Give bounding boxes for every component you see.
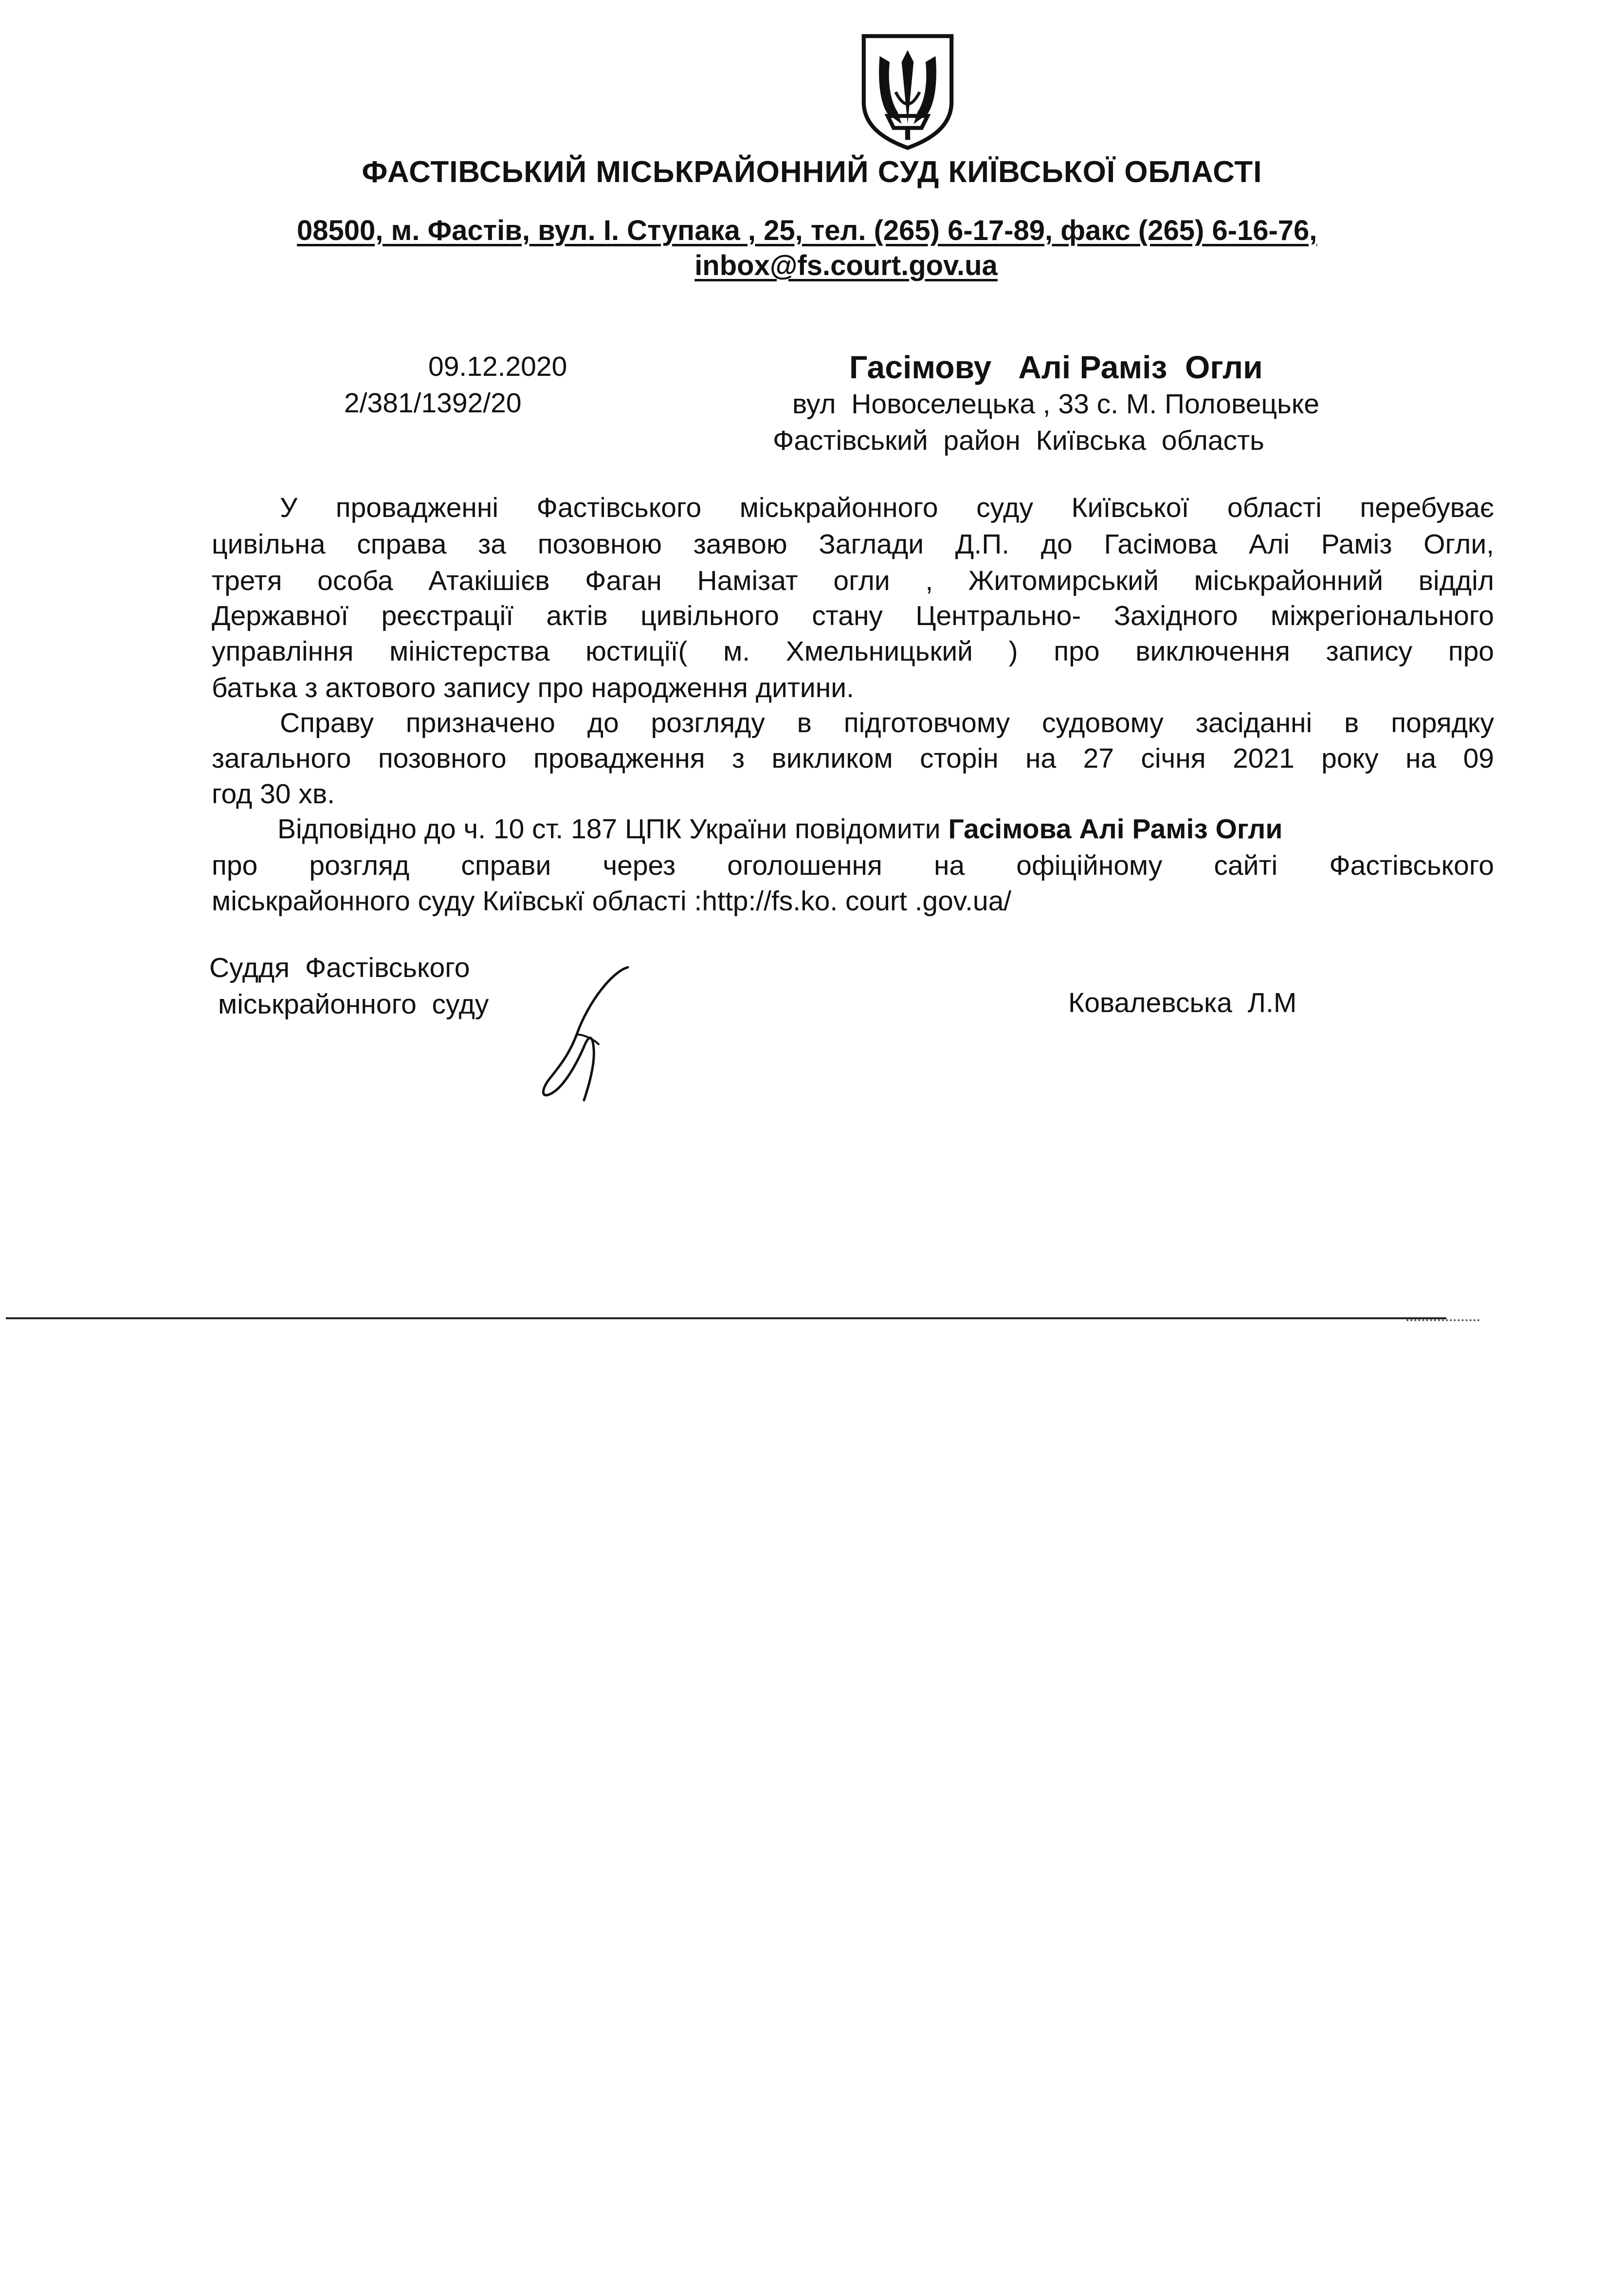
- coat-of-arms-icon: [858, 32, 958, 152]
- body-line: Справу призначено до розгляду в підготовчому судовому засіданні в порядку: [280, 707, 1494, 738]
- page-divider: [6, 1317, 1446, 1319]
- body-line: год 30 хв.: [212, 778, 335, 810]
- body-line: [277, 813, 1282, 845]
- body-line: Державної реєстрації актів цивільного стану Центрально- Західного міжрегіонального: [212, 600, 1494, 631]
- recipient-street: вул Новоселецька , 33 с. М. Половецьке: [792, 388, 1319, 420]
- body-line: У провадженні Фастівського міськрайонного суду Київської області перебуває: [280, 492, 1494, 523]
- court-email-container: [0, 249, 1624, 282]
- handwritten-signature: [530, 961, 642, 1103]
- signature-title-line1: Суддя Фастівського: [209, 952, 470, 983]
- body-line: про розгляд справи через оголошення на офіційному сайті Фастівського: [212, 850, 1494, 881]
- recipient-name: Гасімову Алі Раміз Огли: [849, 349, 1263, 385]
- body-line: батька з актового запису про народження дитини.: [212, 672, 854, 703]
- letter-date: 09.12.2020: [428, 351, 567, 382]
- court-address: 08500, м. Фастів, вул. І. Ступака , 25, тел. (265) 6-17-89, факс (265) 6-16-76,: [297, 215, 1317, 246]
- body-bold-name: Гасімова Алі Раміз Огли: [948, 813, 1283, 845]
- signature-title-line2: міськрайонного суду: [218, 989, 489, 1020]
- page-divider-dots: [1406, 1314, 1479, 1321]
- court-email[interactable]: inbox@fs.court.gov.ua: [694, 250, 998, 281]
- case-number: 2/381/1392/20: [344, 387, 522, 419]
- body-line: управління міністерства юстиції( м. Хмельницький ) про виключення запису про: [212, 636, 1494, 667]
- body-text: Відповідно до ч. 10 ст. 187 ЦПК України повідомити: [277, 813, 949, 845]
- body-line: третя особа Атакішієв Фаган Намізат огли , Житомирський міськрайонний відділ: [212, 565, 1494, 596]
- judge-name: Ковалевська Л.М: [1068, 987, 1297, 1018]
- body-line: цивільна справа за позовною заявою Заглади Д.П. до Гасімова Алі Раміз Огли,: [212, 529, 1494, 560]
- body-line: міськрайонного суду Київськї області :http://fs.ko. court .gov.ua/: [212, 886, 1012, 917]
- recipient-district: Фастівський район Київська область: [773, 425, 1264, 456]
- body-line: загального позовного провадження з викликом сторін на 27 січня 2021 року на 09: [212, 743, 1494, 774]
- court-name: ФАСТІВСЬКИЙ МІСЬКРАЙОННИЙ СУД КИЇВСЬКОЇ ОБЛАСТІ: [362, 155, 1262, 189]
